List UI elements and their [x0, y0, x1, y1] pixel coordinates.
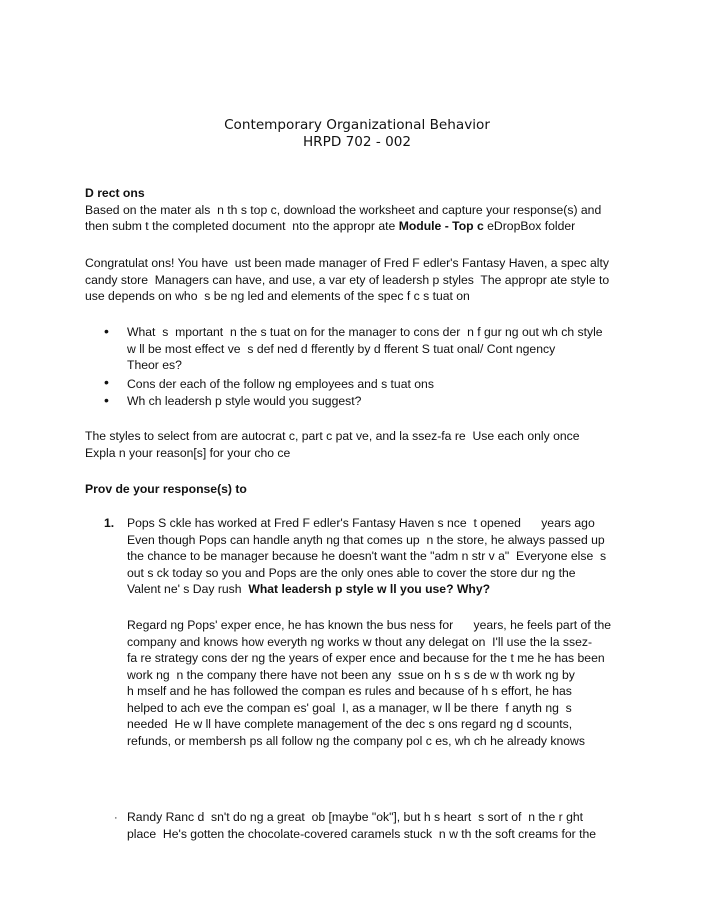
response-heading: Prov de your response(s) to: [85, 482, 247, 496]
directions-line: [85, 218, 645, 235]
scenario-line: Randy Ranc d sn't do ng a great ob [maybe "ok"], but h s heart s sort of n the r ght: [127, 810, 584, 824]
answer-line: helped to ach eve the compan es' goal I, as a manager, w ll be there f anyth ng s: [127, 700, 572, 715]
document-title: Contemporary Organizational Behavior: [224, 117, 490, 133]
scenario-line: [127, 581, 647, 598]
bullet-item: [127, 324, 647, 374]
answer-line: h mself and he has followed the compan es rules and because of h s effort, he has: [127, 684, 572, 698]
scenario-question: What leadersh p style w ll you use? Why?: [248, 582, 491, 596]
answer-line: refunds, or membersh ps all follow ng the company pol c es, wh ch he already knows: [127, 733, 585, 748]
answer-line: needed He w ll have complete management of the dec s ons regard ng d scounts,: [127, 717, 573, 731]
scenario-line: Even though Pops can handle anyth ng that comes up n the store, he always passed up: [127, 532, 605, 547]
directions-line: Based on the mater als n th s top c, download the worksheet and capture your response(s) and: [85, 202, 602, 217]
bullet-line: Theor es?: [127, 358, 182, 372]
answer-line: company and knows how everyth ng works w thout any delegat on I'll use the la ssez-: [127, 634, 593, 649]
directions-section: [85, 185, 645, 235]
styles-note: [85, 428, 645, 461]
scenario-1: [127, 515, 647, 598]
scenario-line: Pops S ckle has worked at Fred F edler's Fantasy Haven s nce t opened years ago: [127, 516, 595, 530]
intro-line: candy store Managers can have, and use, a var ety of leadersh p styles The appropr ate style to: [85, 272, 610, 287]
bullet-line: Wh ch leadersh p style would you suggest?: [127, 394, 362, 408]
directions-heading: D rect ons: [85, 186, 145, 200]
answer-line: Regard ng Pops' exper ence, he has known the bus ness for years, he feels part of the: [127, 618, 612, 632]
answer-1: [127, 617, 637, 749]
bullet-item: [127, 393, 647, 410]
intro-line: Congratulat ons! You have ust been made manager of Fred F edler's Fantasy Haven, a spec alty: [85, 256, 609, 270]
styles-line: Expla n your reason[s] for your cho ce: [85, 445, 291, 460]
module-label: Module - Top c: [398, 219, 488, 233]
scenario-line: place He's gotten the chocolate-covered caramels stuck n w th the soft creams for the: [127, 826, 597, 841]
directions-text: then subm t the completed document nto the appropr ate: [85, 219, 399, 233]
course-code: HRPD 702 - 002: [302, 134, 412, 150]
directions-text: eDropBox folder: [487, 219, 576, 233]
scenario-2: [127, 809, 647, 842]
bullet-marker: •: [104, 323, 109, 339]
bullet-item: [127, 376, 647, 393]
item-number: 1.: [104, 516, 115, 530]
answer-line: work ng n the company there have not been any ssue on h s s de w th work ng by: [127, 667, 575, 682]
bullet-line: What s mportant n the s tuat on for the manager to cons der n f gur ng out wh ch style: [127, 325, 603, 339]
scenario-line: out s ck today so you and Pops are the only ones able to cover the store dur ng the: [127, 565, 576, 580]
intro-paragraph: [85, 255, 645, 305]
styles-line: The styles to select from are autocrat c, part c pat ve, and la ssez-fa re Use each only once: [85, 429, 580, 443]
scenario-line: the chance to be manager because he doesn't want the "adm n str v a" Everyone else s: [127, 549, 607, 563]
bullet-line: w ll be most effect ve s def ned d fferently by d fferent S tuat onal/ Cont ngency: [127, 341, 556, 356]
scenario-text: Valent ne' s Day rush: [127, 582, 249, 596]
intro-line: use depends on who s be ng led and elements of the spec f c s tuat on: [85, 289, 470, 303]
bullet-marker: •: [104, 392, 109, 408]
bullet-line: Cons der each of the follow ng employees and s tuat ons: [127, 377, 434, 391]
answer-line: fa re strategy cons der ng the years of exper ence and because for the t me he has been: [127, 651, 605, 665]
item-marker: ·: [114, 812, 118, 824]
bullet-marker: •: [104, 374, 109, 390]
